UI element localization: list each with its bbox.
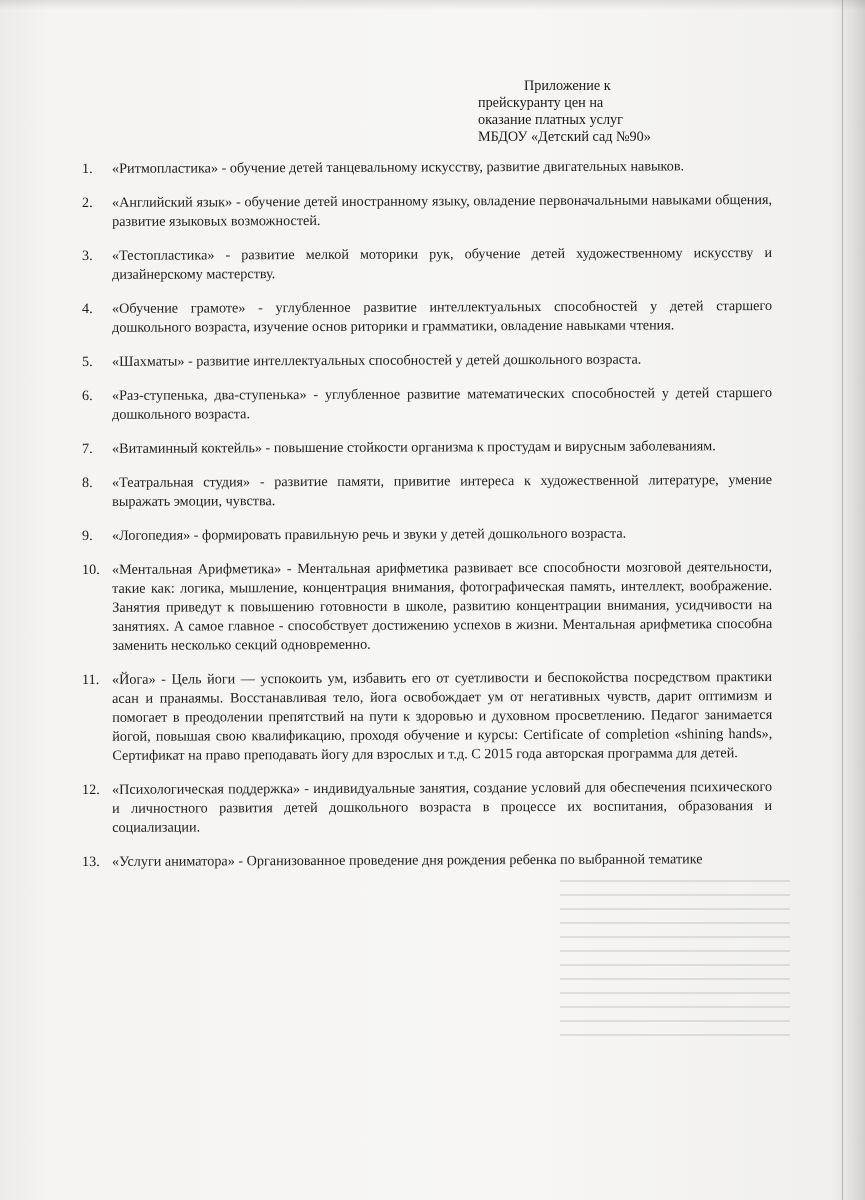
service-description: «Услуги аниматора» - Организованное проведение дня рождения ребенка по выбранной тематике (112, 851, 703, 870)
service-item (82, 384, 772, 425)
appendix-line: прейскуранту цен на (478, 95, 604, 111)
service-description: «Шахматы» - развитие интеллектуальных способностей у детей дошкольного возраста. (112, 351, 642, 370)
service-item (82, 191, 772, 232)
service-number: 4. (82, 300, 93, 317)
page-right-shadow (831, 0, 865, 1200)
service-number: 6. (82, 387, 93, 404)
appendix-line: оказание платных услуг (478, 112, 623, 128)
service-description: «Йога» - Цель йоги — успокоить ум, избавить его от суетливости и беспокойства посредством практики асан и пранаямы. Восстанавливая тело, йога освобождает ум от негативных чувств, дарит оптимизм и помогает в преодолении препятствий на пути к здоровью и духовном просветлению. Педагог занимается йогой, повышая свою квалификацию, проходя обучение и курсы: Certificate of completion «shining hands», Сертификат на право преподавать йогу для взрослых и т.д. С 2015 года авторская программа для детей. (112, 668, 773, 764)
bleed-through-text (560, 880, 790, 1080)
service-description: «Английский язык» - обучение детей иностранному языку, овладение первоначальными навыками общения, развитие языковых возможностей. (112, 191, 773, 230)
page-right-edge (842, 0, 843, 1200)
service-number: 13. (82, 853, 100, 870)
service-description: «Психологическая поддержка» - индивидуальные занятия, создание условий для обеспечения психического и личностного развития детей дошкольного возраста в процессе их воспитания, образования и социализации. (112, 778, 773, 836)
appendix-header (478, 78, 718, 146)
service-item (82, 558, 772, 656)
service-number: 10. (82, 561, 100, 578)
service-number: 8. (82, 474, 93, 491)
service-description: «Витаминный коктейль» - повышение стойкости организма к простудам и вирусным заболеваниям. (112, 438, 716, 457)
service-item (82, 437, 772, 459)
appendix-line: МБДОУ «Детский сад №90» (478, 129, 651, 145)
service-number: 5. (82, 353, 93, 370)
service-item (82, 850, 772, 872)
service-description: «Театральная студия» - развитие памяти, привитие интереса к художественной литературе, умение выражать эмоции, чувства. (112, 471, 773, 510)
service-item (82, 157, 772, 179)
appendix-line: Приложение к (524, 78, 611, 94)
service-item (82, 778, 772, 838)
service-description: «Тестопластика» - развитие мелкой моторики рук, обучение детей художественному искусству и дизайнерскому мастерству. (112, 244, 773, 283)
service-number: 1. (82, 160, 93, 177)
service-number: 9. (82, 527, 93, 544)
services-list (82, 160, 772, 887)
service-number: 12. (82, 781, 100, 798)
service-item (82, 524, 772, 546)
service-number: 2. (82, 194, 93, 211)
service-description: «Ритмопластика» - обучение детей танцевальному искусству, развитие двигательных навыков. (112, 158, 685, 177)
service-description: «Логопедия» - формировать правильную речь и звуки у детей дошкольного возраста. (112, 525, 627, 544)
service-number: 11. (82, 671, 100, 688)
service-item (82, 668, 772, 766)
service-number: 3. (82, 247, 93, 264)
service-description: «Ментальная Арифметика» - Ментальная арифметика развивает все способности мозговой деятельности, такие как: логика, мышление, концентрация внимания, фотографическая память, интеллект, воображение. Занятия приведут к повышению готовности в школе, развитию концентрации внимания, усидчивости на занятиях. А самое главное - способствует достижению успехов в жизни. Ментальная арифметика способна заменить несколько секций одновременно. (112, 558, 773, 654)
page-top-shadow (0, 0, 865, 10)
service-description: «Раз-ступенька, два-ступенька» - углубленное развитие математических способностей у детей старшего дошкольного возраста. (112, 384, 773, 423)
service-number: 7. (82, 440, 93, 457)
service-item (82, 297, 772, 338)
service-item (82, 350, 772, 372)
service-item (82, 244, 772, 285)
service-item (82, 471, 772, 512)
service-description: «Обучение грамоте» - углубленное развитие интеллектуальных способностей у детей старшего дошкольного возраста, изучение основ риторики и грамматики, овладение навыками чтения. (112, 297, 773, 336)
